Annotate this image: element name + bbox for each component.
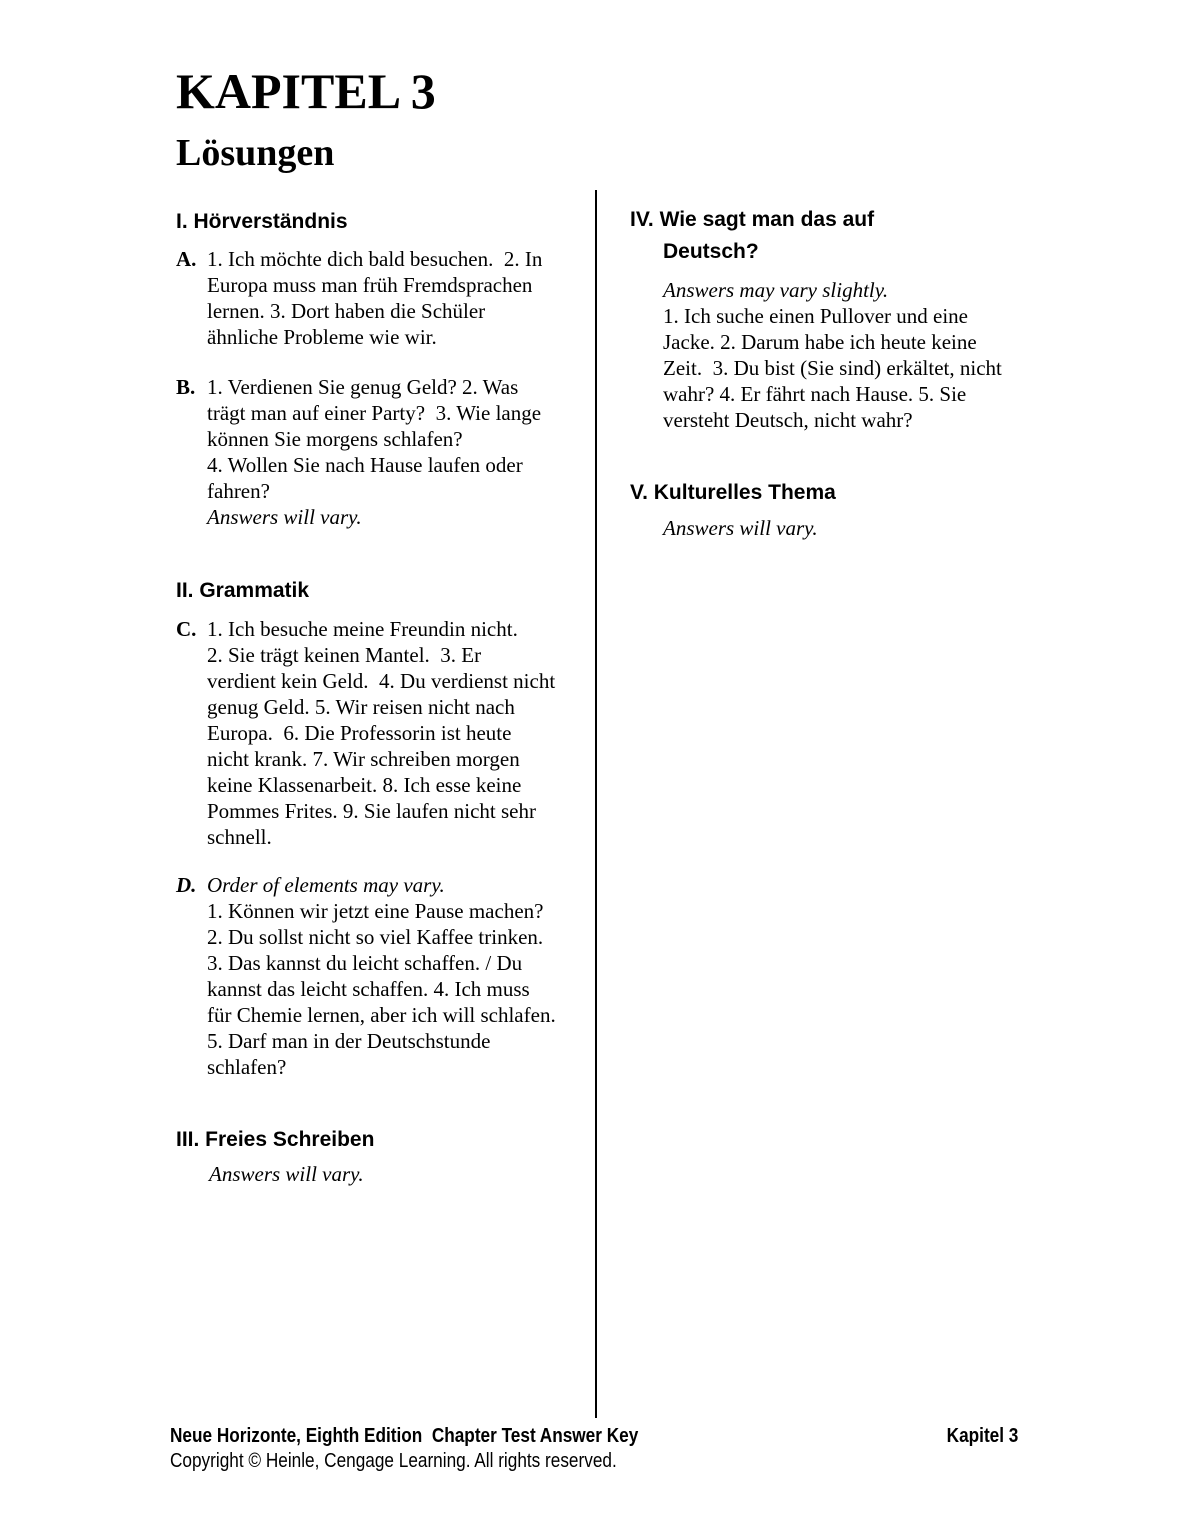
page-subtitle: Lösungen (176, 132, 335, 174)
section-heading-hoerverstaendnis: I. Hörverständnis (176, 210, 348, 233)
page-title: KAPITEL 3 (176, 63, 436, 119)
answer-item-b (176, 374, 627, 530)
section-heading-kulturelles-thema: V. Kulturelles Thema (630, 481, 836, 504)
item-a-letter: A. (176, 247, 197, 271)
section-kulturelles-thema-note: Answers will vary. (663, 516, 818, 540)
column-divider (595, 190, 597, 1418)
footer-book-title: Neue Horizonte, Eighth Edition Chapter Test Answer Key (170, 1425, 639, 1447)
item-c-text: 1. Ich besuche meine Freundin nicht. 2. Sie trägt keinen Mantel. 3. Er verdient kein Geld. 4. Du verdienst nicht genug Geld. 5. Wir reisen nicht nach Europa. 6. Die Professorin ist heute nicht krank. 7. Wir schreiben morgen keine Klassenarbeit. 8. Ich esse keine Pommes Frites. 9. Sie laufen nicht sehr schnell. (207, 617, 556, 849)
item-d-text: 1. Können wir jetzt eine Pause machen? 2. Du sollst nicht so viel Kaffee trinken. 3. Das kannst du leicht schaffen. / Du kannst das leicht schaffen. 4. Ich muss für Chemie lernen, aber ich will schlafen. 5. Darf man in der Deutschstunde schlafen? (207, 899, 556, 1079)
answer-item-a (176, 246, 627, 350)
section-heading-wie-sagt-man: IV. Wie sagt man das auf Deutsch? (630, 208, 875, 263)
section-heading-grammatik: II. Grammatik (176, 579, 310, 602)
section-freies-schreiben-note: Answers will vary. (209, 1162, 364, 1186)
item-b-text: 1. Verdienen Sie genug Geld? 2. Was trägt man auf einer Party? 3. Wie lange können Sie morgens schlafen? 4. Wollen Sie nach Hause laufen oder fahren? (207, 375, 542, 503)
item-b-note: Answers will vary. (207, 505, 362, 529)
footer-chapter-ref: Kapitel 3 (946, 1425, 1018, 1447)
answer-item-c (176, 616, 627, 850)
section-wie-sagt-man-note: Answers may vary slightly. (663, 278, 889, 302)
answer-item-d (176, 872, 627, 1080)
item-c-letter: C. (176, 617, 197, 641)
item-d-note: Order of elements may vary. (207, 873, 445, 897)
section-heading-freies-schreiben: III. Freies Schreiben (176, 1128, 375, 1151)
footer-copyright: Copyright © Heinle, Cengage Learning. All rights reserved. (170, 1450, 617, 1472)
item-a-text: 1. Ich möchte dich bald besuchen. 2. In Europa muss man früh Fremdsprachen lernen. 3. Dort haben die Schüler ähnliche Probleme wie wir. (207, 247, 543, 349)
section-wie-sagt-man-answers: 1. Ich suche einen Pullover und eine Jacke. 2. Darum habe ich heute keine Zeit. 3. Du bist (Sie sind) erkältet, nicht wahr? 4. Er fährt nach Hause. 5. Sie versteht Deutsch, nicht wahr? (663, 304, 1002, 432)
item-b-letter: B. (176, 375, 196, 399)
item-d-letter: D. (176, 873, 197, 897)
